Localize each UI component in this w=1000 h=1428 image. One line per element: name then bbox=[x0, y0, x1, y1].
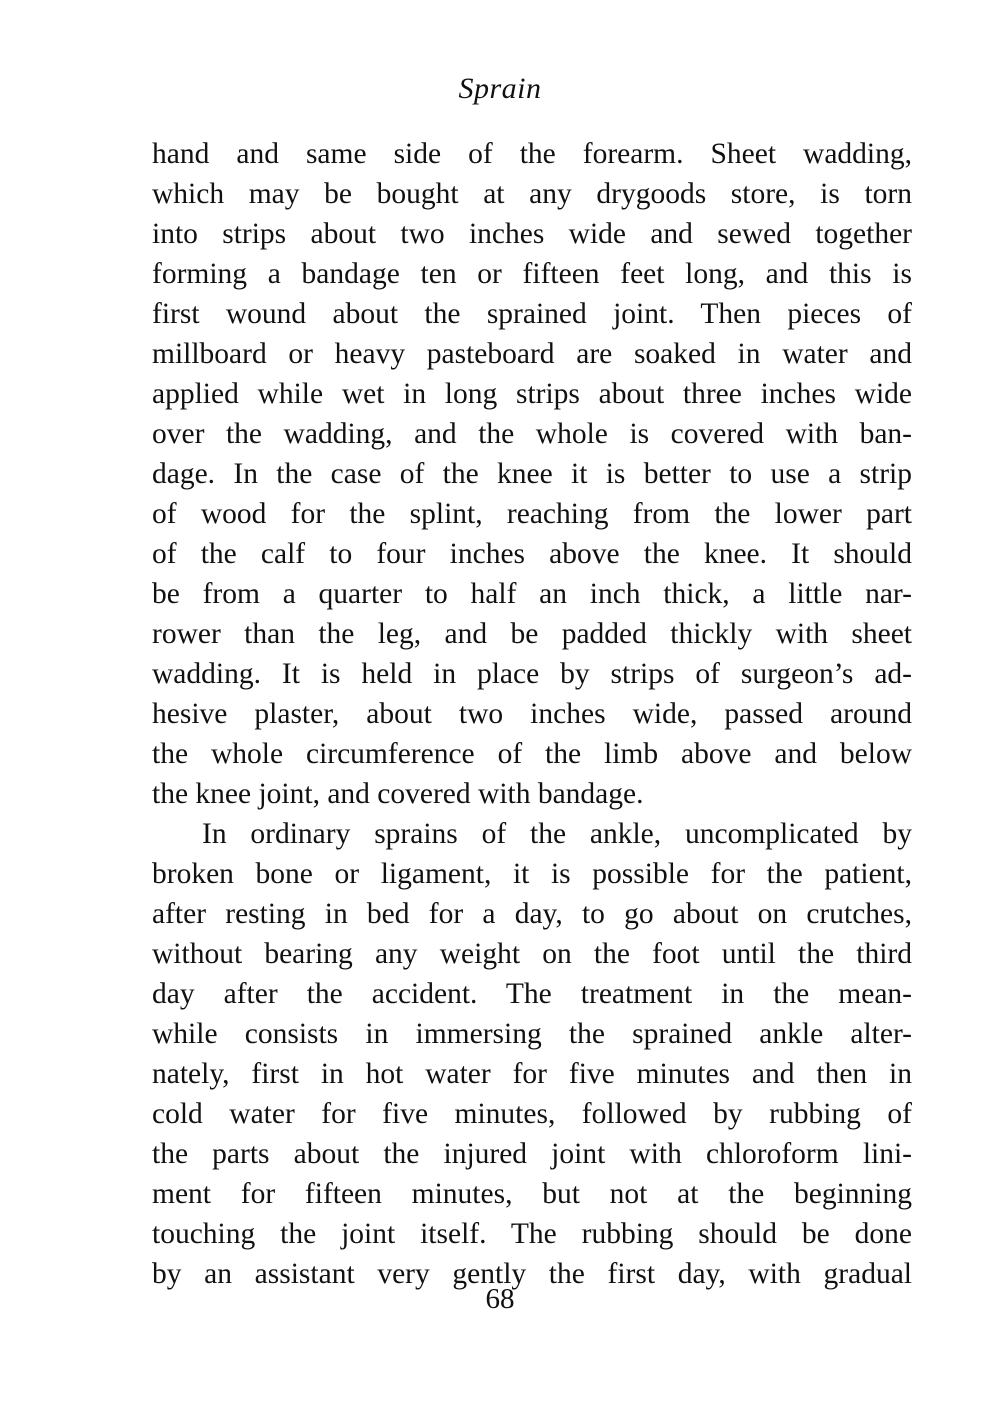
text-line: applied while wet in long strips about three inches wide bbox=[152, 378, 912, 410]
text-line: the whole circumference of the limb above and below bbox=[152, 738, 912, 770]
text-line: the parts about the injured joint with chloroform lini- bbox=[152, 1138, 912, 1170]
text-line: after resting in bed for a day, to go about on crutches, bbox=[152, 898, 912, 930]
text-line: be from a quarter to half an inch thick, a little nar- bbox=[152, 578, 912, 610]
text-line: first wound about the sprained joint. Then pieces of bbox=[152, 298, 912, 330]
text-line: by an assistant very gently the first day, with gradual bbox=[152, 1258, 912, 1290]
paragraph bbox=[152, 134, 912, 814]
text-line: hesive plaster, about two inches wide, passed around bbox=[152, 698, 912, 730]
text-line: while consists in immersing the sprained ankle alter- bbox=[152, 1018, 912, 1050]
text-line: nately, first in hot water for five minutes and then in bbox=[152, 1058, 912, 1090]
text-line: In ordinary sprains of the ankle, uncomplicated by bbox=[202, 818, 912, 850]
text-line: broken bone or ligament, it is possible for the patient, bbox=[152, 858, 912, 890]
text-line: of wood for the splint, reaching from the lower part bbox=[152, 498, 912, 530]
text-line: forming a bandage ten or fifteen feet long, and this is bbox=[152, 258, 912, 290]
text-line: over the wadding, and the whole is covered with ban- bbox=[152, 418, 912, 450]
text-line: of the calf to four inches above the knee. It should bbox=[152, 538, 912, 570]
text-line: day after the accident. The treatment in the mean- bbox=[152, 978, 912, 1010]
text-line: millboard or heavy pasteboard are soaked in water and bbox=[152, 338, 912, 370]
paragraph bbox=[152, 814, 912, 1294]
text-line: which may be bought at any drygoods store, is torn bbox=[152, 178, 912, 210]
page-number: 68 bbox=[485, 1283, 515, 1315]
text-line: wadding. It is held in place by strips of surgeon’s ad- bbox=[152, 658, 912, 690]
text-line: touching the joint itself. The rubbing should be done bbox=[152, 1218, 912, 1250]
text-line: the knee joint, and covered with bandage. bbox=[152, 778, 644, 810]
text-line: into strips about two inches wide and sewed together bbox=[152, 218, 912, 250]
text-line: dage. In the case of the knee it is better to use a strip bbox=[152, 458, 912, 490]
page-body bbox=[152, 134, 912, 1294]
text-line: cold water for five minutes, followed by rubbing of bbox=[152, 1098, 912, 1130]
text-line: hand and same side of the forearm. Sheet wadding, bbox=[152, 138, 912, 170]
text-line: rower than the leg, and be padded thickly with sheet bbox=[152, 618, 912, 650]
running-header: Sprain bbox=[458, 72, 542, 105]
text-line: ment for fifteen minutes, but not at the beginning bbox=[152, 1178, 912, 1210]
text-line: without bearing any weight on the foot until the third bbox=[152, 938, 912, 970]
